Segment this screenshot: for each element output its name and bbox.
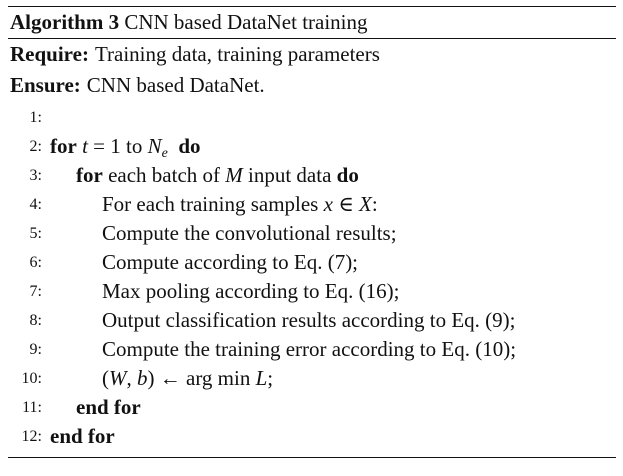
math-comma: , <box>126 366 137 390</box>
math-var: x <box>323 192 333 216</box>
step-line <box>8 277 616 306</box>
line-number: 3: <box>29 167 42 184</box>
step-line <box>8 335 616 364</box>
line-number: 11: <box>22 399 42 416</box>
keyword-do: do <box>178 134 201 158</box>
step-line <box>8 364 616 393</box>
step-text: Compute the training error according to Eq. (10); <box>102 337 517 361</box>
algorithm-number: Algorithm 3 <box>10 10 120 34</box>
line-number: 8: <box>29 312 42 329</box>
math-subscript: e <box>161 146 168 161</box>
line-number: 10: <box>21 370 42 387</box>
math-arrow: ← <box>154 366 186 390</box>
keyword-for: for <box>76 163 103 187</box>
line-number: 7: <box>29 283 42 300</box>
require-keyword: Require: <box>10 42 89 66</box>
step-text: input data <box>242 163 337 187</box>
math-var: t <box>82 134 88 158</box>
step-line <box>8 161 616 190</box>
step-line <box>8 422 616 451</box>
bottom-rule <box>8 457 616 458</box>
step-line <box>8 219 616 248</box>
step-text: Output classification results according to Eq. (9); <box>102 308 516 332</box>
line-number: 5: <box>29 225 42 242</box>
step-body <box>102 190 378 219</box>
step-line <box>8 306 616 335</box>
math-paren: ( <box>102 366 109 390</box>
line-number: 6: <box>29 254 42 271</box>
step-line <box>8 132 616 161</box>
math-var: b <box>137 366 148 390</box>
step-line <box>8 190 616 219</box>
require-text: Training data, training parameters <box>94 42 380 66</box>
math-var: N <box>147 134 162 158</box>
step-line <box>8 103 616 132</box>
step-line <box>8 248 616 277</box>
algorithm-caption <box>8 7 616 38</box>
line-number: 4: <box>29 196 42 213</box>
ensure-keyword: Ensure: <box>10 73 81 97</box>
step-text: Compute the convolutional results; <box>102 221 397 245</box>
step-text: Compute according to Eq. (7); <box>102 250 359 274</box>
keyword-end-for: end for <box>76 395 141 419</box>
step-text: Max pooling according to Eq. (16); <box>102 279 400 303</box>
keyword-end-for: end for <box>50 424 115 448</box>
math-var: L <box>255 366 268 390</box>
step-text: = 1 to <box>87 134 148 158</box>
math-operator: ∈ <box>332 192 359 216</box>
algorithm-block <box>8 6 616 458</box>
algorithm-steps <box>8 103 616 451</box>
math-var: W <box>109 366 127 390</box>
math-var: M <box>225 163 243 187</box>
ensure-line <box>8 70 616 101</box>
step-text: each batch of <box>102 163 226 187</box>
math-argmin: arg min <box>186 366 256 390</box>
algorithm-title: CNN based DataNet training <box>124 10 368 34</box>
step-line <box>8 393 616 422</box>
math-semicolon: ; <box>267 366 274 390</box>
step-text: : <box>371 192 378 216</box>
line-number: 9: <box>29 341 42 358</box>
step-body <box>102 364 273 393</box>
step-body <box>76 161 359 190</box>
ensure-text: CNN based DataNet. <box>86 73 265 97</box>
keyword-do: do <box>336 163 359 187</box>
line-number: 2: <box>29 138 42 155</box>
step-text: For each training samples <box>102 192 324 216</box>
line-number: 1: <box>29 109 42 126</box>
math-paren: ) <box>147 366 155 390</box>
math-var: X <box>358 192 372 216</box>
keyword-for: for <box>50 134 77 158</box>
line-number: 12: <box>21 428 42 445</box>
require-line <box>8 39 616 70</box>
